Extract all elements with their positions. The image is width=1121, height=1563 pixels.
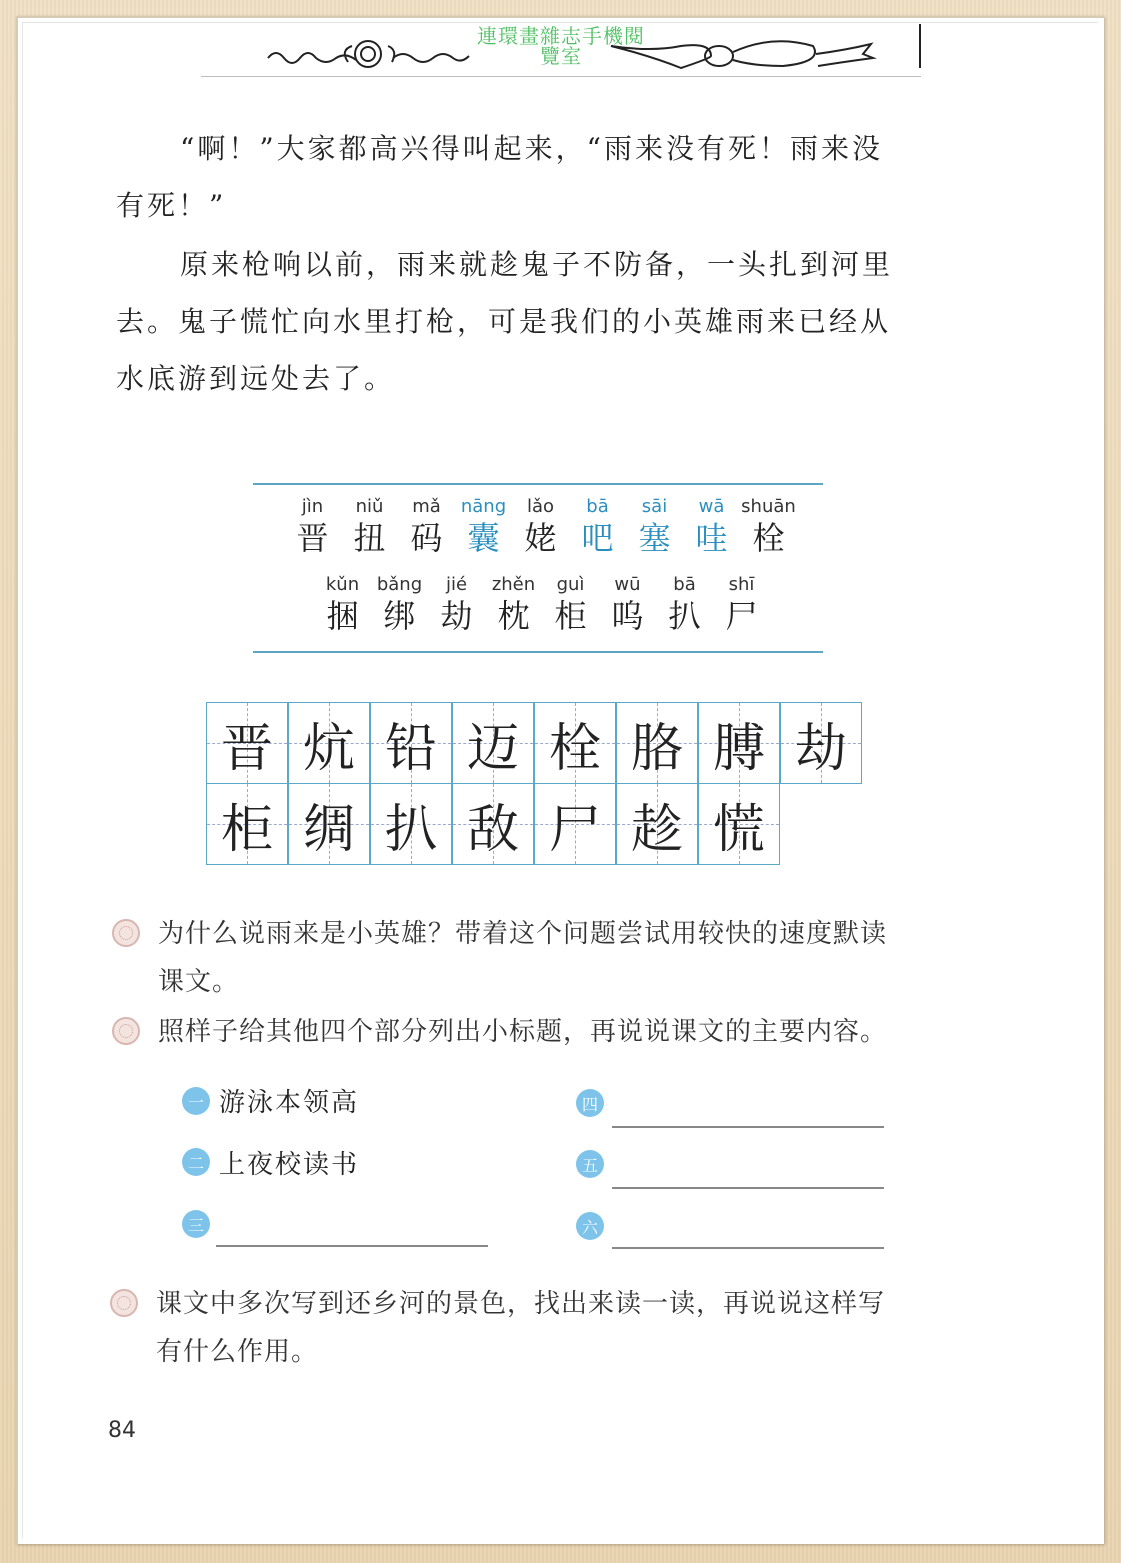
- grid-cell: [206, 783, 288, 865]
- question-1: [158, 910, 978, 1006]
- banner-title-line1: 連環畫雜志手機閱: [477, 24, 645, 48]
- banner-title-line2: 覽室: [540, 44, 582, 68]
- vocab-word: [656, 574, 713, 634]
- vocab-row-1: [284, 496, 797, 556]
- outline-badge-5: 五: [576, 1150, 604, 1178]
- grid-char: 栓: [548, 718, 601, 779]
- outline-item-2-text: 上夜校读书: [219, 1150, 360, 1180]
- outline-item-6-blank[interactable]: [612, 1247, 884, 1249]
- vocab-word: [341, 496, 398, 556]
- hanzi: 尸: [725, 597, 758, 635]
- pinyin: guì: [556, 574, 585, 595]
- grid-cell: [452, 783, 534, 865]
- outline-badge-3: 三: [182, 1210, 210, 1238]
- question-line: 照样子给其他四个部分列出小标题，再说说课文的主要内容。: [158, 1017, 888, 1047]
- vocab-word: [740, 496, 797, 556]
- grid-cell: [288, 783, 370, 865]
- vocab-word: [284, 496, 341, 556]
- vocab-word-highlighted: [683, 496, 740, 556]
- grid-cell: [534, 702, 616, 784]
- pinyin: lǎo: [526, 496, 555, 517]
- vocab-word: [428, 574, 485, 634]
- question-line: 课文中多次写到还乡河的景色，找出来读一读，再说说这样写: [156, 1289, 886, 1319]
- passage-line: 有死！”: [116, 189, 227, 222]
- question-line: 课文。: [158, 967, 240, 997]
- grid-cell: [370, 702, 452, 784]
- question-3: [156, 1280, 976, 1376]
- grid-char: 敌: [466, 799, 519, 860]
- pinyin: kǔn: [325, 574, 360, 595]
- outline-badge-2: 二: [182, 1148, 210, 1176]
- passage-line: 去。鬼子慌忙向水里打枪，可是我们的小英雄雨来已经从: [116, 305, 892, 338]
- grid-char: 慌: [712, 799, 765, 860]
- vocab-bottom-rule: [253, 651, 823, 653]
- passage-line: 水底游到远处去了。: [116, 362, 396, 395]
- vocab-word: [398, 496, 455, 556]
- passage-line: 原来枪响以前，雨来就趁鬼子不防备，一头扎到河里: [180, 248, 894, 281]
- grid-char: 炕: [302, 718, 355, 779]
- grid-cell: [452, 702, 534, 784]
- pinyin: wū: [614, 574, 641, 595]
- grid-char: 绸: [302, 799, 355, 860]
- hanzi: 码: [410, 519, 443, 557]
- outline-badge-1: 一: [182, 1087, 210, 1115]
- grid-cell: [698, 702, 780, 784]
- outline-item-3-blank[interactable]: [216, 1245, 488, 1247]
- banner-divider: [919, 24, 921, 68]
- grid-char: 胳: [630, 718, 683, 779]
- passage-line: “啊！”大家都高兴得叫起来，“雨来没有死！雨来没: [180, 132, 883, 165]
- hanzi: 呜: [611, 597, 644, 635]
- vocab-word: [599, 574, 656, 634]
- vocab-word: [371, 574, 428, 634]
- pinyin: mǎ: [412, 496, 441, 517]
- pinyin: jìn: [301, 496, 324, 517]
- hanzi: 柜: [554, 597, 587, 635]
- question-line: 为什么说雨来是小英雄？带着这个问题尝试用较快的速度默读: [158, 919, 888, 949]
- page-number: 84: [108, 1418, 136, 1443]
- textbook-page: [16, 16, 1104, 1544]
- hanzi: 塞: [638, 519, 671, 557]
- hanzi: 吧: [581, 519, 614, 557]
- hanzi: 囊: [467, 519, 500, 557]
- passage-paragraph-1: [116, 120, 976, 234]
- outline-item-4-blank[interactable]: [612, 1126, 884, 1128]
- hanzi: 绑: [383, 597, 416, 635]
- pinyin: nāng: [460, 496, 507, 517]
- vocab-word-highlighted: [569, 496, 626, 556]
- grid-char: 晋: [220, 718, 273, 779]
- pinyin: wā: [698, 496, 725, 517]
- outline-item-5-blank[interactable]: [612, 1187, 884, 1189]
- grid-char: 迈: [466, 718, 519, 779]
- hanzi: 晋: [296, 519, 329, 557]
- grid-cell: [534, 783, 616, 865]
- question-seal-icon: [110, 1289, 138, 1317]
- grid-cell: [288, 702, 370, 784]
- outline-badge-6: 六: [576, 1212, 604, 1240]
- vocab-row-2: [314, 574, 770, 634]
- hanzi: 姥: [524, 519, 557, 557]
- hanzi: 哇: [695, 519, 728, 557]
- grid-char: 趁: [630, 799, 683, 860]
- header-banner: [201, 24, 921, 77]
- grid-cell: [616, 783, 698, 865]
- grid-cell: [206, 702, 288, 784]
- vocab-word: [542, 574, 599, 634]
- grid-cell: [780, 702, 862, 784]
- grid-char: 扒: [384, 799, 437, 860]
- hanzi: 枕: [497, 597, 530, 635]
- pinyin: niǔ: [355, 496, 384, 517]
- outline-item-1-text: 游泳本领高: [219, 1088, 360, 1118]
- grid-cell: [616, 702, 698, 784]
- grid-char: 铅: [384, 718, 437, 779]
- grid-cell: [698, 783, 780, 865]
- outline-badge-4: 四: [576, 1089, 604, 1117]
- vocab-word: [314, 574, 371, 634]
- pinyin: shī: [728, 574, 755, 595]
- question-line: 有什么作用。: [156, 1337, 319, 1367]
- pinyin: bǎng: [376, 574, 423, 595]
- hanzi: 劫: [440, 597, 473, 635]
- vocab-word-highlighted: [626, 496, 683, 556]
- pinyin: jié: [445, 574, 468, 595]
- hanzi: 捆: [326, 597, 359, 635]
- pinyin: shuān: [741, 496, 796, 517]
- vocab-word-highlighted: [455, 496, 512, 556]
- hanzi: 扒: [668, 597, 701, 635]
- pinyin: sāi: [641, 496, 668, 517]
- vocab-word: [512, 496, 569, 556]
- question-seal-icon: [112, 919, 140, 947]
- hanzi: 栓: [752, 519, 785, 557]
- pinyin: zhěn: [491, 574, 536, 595]
- question-2: [158, 1008, 978, 1056]
- banner-title: [201, 26, 921, 66]
- vocab-top-rule: [253, 483, 823, 485]
- grid-char: 膊: [712, 718, 765, 779]
- pinyin: bā: [586, 496, 609, 517]
- vocab-word: [485, 574, 542, 634]
- vocab-word: [713, 574, 770, 634]
- grid-cell: [370, 783, 452, 865]
- pinyin: bā: [673, 574, 696, 595]
- grid-char: 劫: [794, 718, 847, 779]
- passage-paragraph-2: [116, 236, 976, 407]
- grid-char: 柜: [220, 799, 273, 860]
- question-seal-icon: [112, 1017, 140, 1045]
- hanzi: 扭: [353, 519, 386, 557]
- grid-char: 尸: [548, 799, 601, 860]
